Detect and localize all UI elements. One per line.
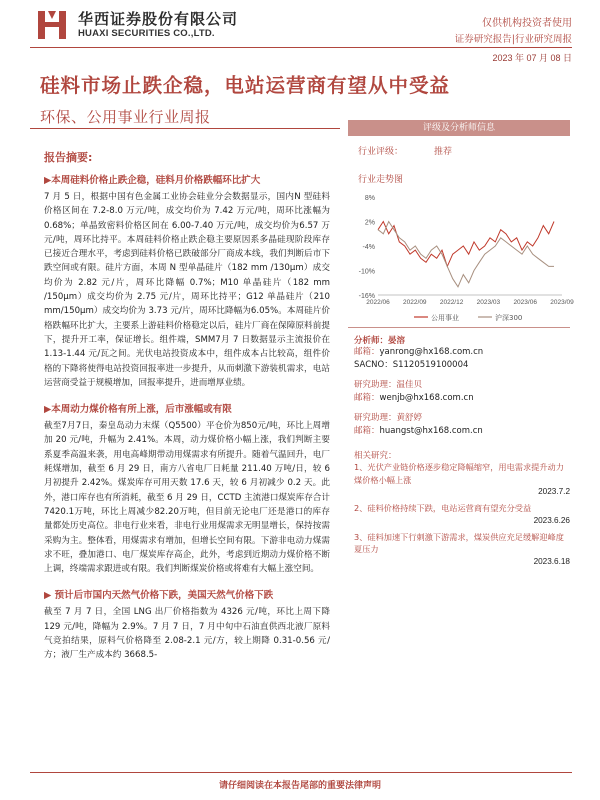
report-type: 证券研究报告|行业研究周报	[454, 34, 572, 45]
header-divider	[30, 47, 572, 48]
huaxi-logo	[36, 8, 68, 42]
section-paragraph: 截至7月7日，秦皇岛动力末煤（Q5500）平仓价为850元/吨，环比上周增加 20 元/吨，升幅为 2.41%。本周，动力煤价格小幅上涨，我们判断主要系夏季高温来袭，用电高峰期带动用煤需求有所提升。随着气温回升，电厂耗煤增加，截至 6 月 29 日，南方八省电厂日耗量 211.40 万吨/日，较 6 月初提升 2.42%。煤炭库存可用天数 17.6 天，较 6 月初减少 0.2 天。此外，港口库存也有所消耗，截至 6 月 29 日，CCTD 主流港口煤炭库存合计7420.1万吨，环比上周减少82.20万吨，但目前无论电厂还是港口的库存量都处历史高位。非电行业来看，非电行业用煤需求无明显增长，保持按需采购为主。整体看，用煤需求有增加，但增长空间有限。下游非电动力煤需求不旺，叠加港口、电厂煤炭库存高企，此外，考虑到近期动力煤价格不断上调，终端需求跟进或有限。我们判断煤炭价格或将难有大幅上涨空间。	[44, 421, 330, 575]
legend-label: 公用事业	[431, 314, 459, 322]
company-name-cn: 华西证券股份有限公司	[78, 10, 239, 28]
trend-chart	[348, 191, 574, 322]
rating-key: 行业评级：	[358, 147, 404, 157]
x-tick-label: 2023/09	[550, 299, 574, 306]
assistant1-email-row	[348, 392, 570, 405]
assistant2-email-row	[348, 425, 570, 438]
section-paragraph: 截至 7 月 7 日，全国 LNG 出厂价格指数为 4326 元/吨，环比上周下降 129 元/吨，降幅为 2.9%。7 月 7 日，7 月中旬中石油直供西北液厂原料气竞拍结果，原料气价格降至 2.08-2.1 元/方，较上期降 0.31-0.56 元/方；液厂生产成本约 3668.5-	[44, 607, 330, 661]
report-date: 2023 年 07 月 08 日	[492, 53, 572, 63]
info-sidebar	[348, 120, 574, 572]
trend-chart-svg	[348, 191, 574, 331]
company-name-en: HUAXI SECURITIES CO.,LTD.	[78, 28, 215, 39]
related-date: 2023.6.18	[533, 556, 570, 566]
related-item[interactable]: 1、光伏产业链价格逐步稳定降幅缩窄，用电需求提升动力煤价格小幅上涨	[354, 462, 564, 485]
x-tick-label: 2023/06	[513, 299, 537, 306]
related-item[interactable]: 2、硅料价格持续下跌，电站运营商有望充分受益	[354, 503, 532, 513]
section-paragraph: 7 月 5 日，根据中国有色金属工业协会硅业分会数据显示，国内N 型硅料价格区间在 7.2-8.0 万元/吨，成交均价为 7.42 万元/吨，周环比涨幅为 0.68%；单晶致密料价格区间在 6.00-7.40 万元/吨，成交均价为6.57 万元/吨，周环比持平。本周硅料价格止跌企稳主要原因系多晶硅现阶段库存已接近合理水平，考虑到硅料价格已跌破部分厂商成本线，我们判断后市下跌空间或有限。硅片方面，本周 N 型单晶硅片（182 mm /130μm）成交均价为 2.82 元/片，周环比降幅 0.7%；M10 单晶硅片（182 mm /150μm）成交均价为 2.75 元/片，周环比持平；G12 单晶硅片（210 mm/150μm）成交均价为 3.73 元/片，周环比降幅为6.05%。本周硅片价格跌幅环比扩大，主要系上游硅料价格稳定以后，硅片厂商在保障原料前提下，提升开工率，保证增长。组件端，SMM7月 7 日数据显示主流报价在 1.13-1.44 元/瓦之间。光伏电站投资成本中，组件成本占比较高，组件价格的下降将使得电站投资回报率进一步提升，从而刺激下游装机需求，电站运营商受益于规模增加，回报率提升，进而增厚业绩。	[44, 192, 330, 388]
related-research-heading: 相关研究：	[354, 451, 397, 461]
series-line	[378, 222, 554, 267]
trend-title: 行业走势图	[358, 175, 404, 185]
x-tick-label: 2022/09	[403, 299, 427, 306]
y-tick-label: 8%	[364, 195, 375, 202]
x-tick-label: 2022/06	[366, 299, 390, 306]
legend-label: 沪深300	[495, 314, 523, 322]
section-heading: ▶ 预计后市国内天然气价格下跌，美国天然气价格下跌	[44, 590, 274, 602]
related-item[interactable]: 3、硅料加速下行刺激下游需求，煤炭供应充足缓解迎峰度夏压力	[354, 531, 564, 554]
assistant2-email[interactable]: huangst@hx168.com.cn	[379, 425, 483, 436]
y-tick-label: 2%	[364, 219, 375, 227]
section-heading: ▶本周硅料价格止跌企稳，硅料月价格跌幅环比扩大	[44, 175, 261, 186]
assistant1-email[interactable]: wenjb@hx168.com.cn	[379, 392, 474, 403]
footer-divider	[30, 772, 572, 773]
rating-value: 推荐	[434, 147, 453, 157]
section-heading: ▶本周动力煤价格有所上涨，后市涨幅或有限	[44, 404, 232, 416]
y-tick-label: -10%	[358, 268, 375, 276]
summary-label: 报告摘要:	[44, 151, 93, 164]
x-tick-label: 2022/12	[439, 299, 464, 306]
subtitle-divider	[30, 128, 340, 129]
chief-email[interactable]: yanrong@hx168.com.cn	[379, 347, 484, 357]
summary-column	[44, 149, 330, 667]
email-label: 邮箱：	[354, 392, 380, 403]
series-line	[378, 222, 554, 287]
assistant-analyst-1: 研究助理：温佳贝	[354, 380, 423, 390]
report-subtitle: 环保、公用事业行业周报	[40, 108, 211, 126]
assistant-analyst-2: 研究助理：黄舒婷	[354, 413, 423, 423]
chief-sacno: SACNO：S1120519100004	[354, 359, 469, 370]
x-tick-label: 2023/03	[476, 299, 501, 306]
email-label: 邮箱：	[354, 425, 380, 436]
rating-row	[348, 136, 570, 166]
rating-bar: 评级及分析师信息	[348, 120, 570, 136]
email-label: 邮箱：	[354, 347, 380, 357]
legal-notice: 请仔细阅读在本报告尾部的重要法律声明	[218, 781, 381, 791]
chief-email-row	[348, 346, 570, 359]
audience-tag: 仅供机构投资者使用	[482, 18, 572, 29]
report-title: 硅料市场止跌企稳，电站运营商有望从中受益	[40, 74, 451, 97]
related-date: 2023.6.26	[533, 515, 570, 525]
y-tick-label: -4%	[362, 244, 375, 251]
y-tick-label: -16%	[358, 293, 375, 300]
chief-analyst: 分析师：晏溶	[354, 336, 406, 346]
related-date: 2023.7.2	[538, 487, 570, 496]
